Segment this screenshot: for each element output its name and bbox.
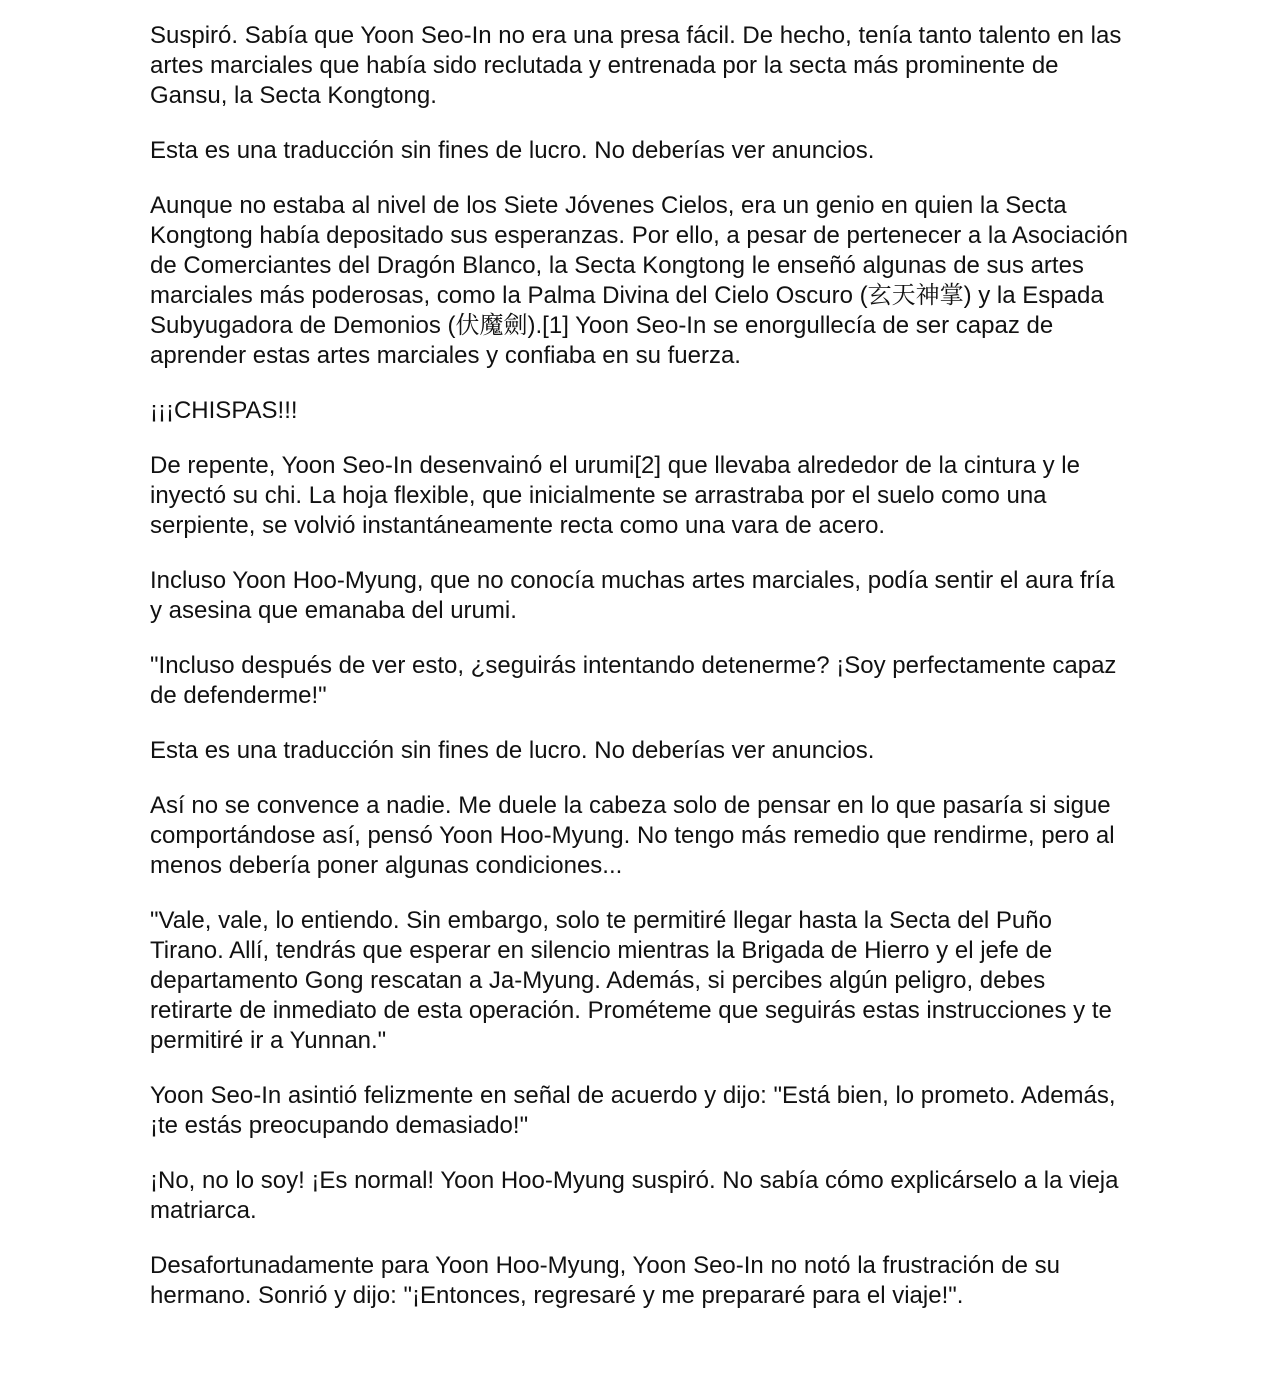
paragraph: ¡¡¡CHISPAS!!! bbox=[150, 397, 298, 424]
paragraph: Esta es una traducción sin fines de lucro. No deberías ver anuncios. bbox=[150, 137, 875, 164]
paragraph: ¡No, no lo soy! ¡Es normal! Yoon Hoo-Myung suspiró. No sabía cómo explicárselo a la vieja matriarca. bbox=[150, 1167, 1119, 1224]
paragraph: Esta es una traducción sin fines de lucro. No deberías ver anuncios. bbox=[150, 737, 875, 764]
paragraph: Incluso Yoon Hoo-Myung, que no conocía muchas artes marciales, podía sentir el aura fría y asesina que emanaba del urumi. bbox=[150, 567, 1115, 624]
paragraph: Aunque no estaba al nivel de los Siete Jóvenes Cielos, era un genio en quien la Secta Kongtong había depositado sus esperanzas. Por ello, a pesar de pertenecer a la Asociación de Comerciantes del Dragón Blanco, la Secta Kongtong le enseñó algunas de sus artes marciales más poderosas, como la Palma Divina del Cielo Oscuro (玄天神掌) y la Espada Subyugadora de Demonios (伏魔劍).[1] Yoon Seo-In se enorgullecía de ser capaz de aprender estas artes marciales y confiaba en su fuerza. bbox=[150, 192, 1128, 369]
paragraph: "Vale, vale, lo entiendo. Sin embargo, solo te permitiré llegar hasta la Secta del Puño Tirano. Allí, tendrás que esperar en silencio mientras la Brigada de Hierro y el jefe de departamento Gong rescatan a Ja-Myung. Además, si percibes algún peligro, debes retirarte de inmediato de esta operación. Prométeme que seguirás estas instrucciones y te permitiré ir a Yunnan." bbox=[150, 907, 1112, 1054]
paragraph: Desafortunadamente para Yoon Hoo-Myung, Yoon Seo-In no notó la frustración de su hermano. Sonrió y dijo: "¡Entonces, regresaré y me prepararé para el viaje!". bbox=[150, 1252, 1060, 1309]
document-body bbox=[150, 21, 1130, 1336]
paragraph: "Incluso después de ver esto, ¿seguirás intentando detenerme? ¡Soy perfectamente capaz de defenderme!" bbox=[150, 652, 1117, 709]
paragraph: Yoon Seo-In asintió felizmente en señal de acuerdo y dijo: "Está bien, lo prometo. Además, ¡te estás preocupando demasiado!" bbox=[150, 1082, 1116, 1139]
paragraph: De repente, Yoon Seo-In desenvainó el urumi[2] que llevaba alrededor de la cintura y le inyectó su chi. La hoja flexible, que inicialmente se arrastraba por el suelo como una serpiente, se volvió instantáneamente recta como una vara de acero. bbox=[150, 452, 1080, 539]
paragraph: Suspiró. Sabía que Yoon Seo-In no era una presa fácil. De hecho, tenía tanto talento en las artes marciales que había sido reclutada y entrenada por la secta más prominente de Gansu, la Secta Kongtong. bbox=[150, 22, 1122, 109]
paragraph: Así no se convence a nadie. Me duele la cabeza solo de pensar en lo que pasaría si sigue comportándose así, pensó Yoon Hoo-Myung. No tengo más remedio que rendirme, pero al menos debería poner algunas condiciones... bbox=[150, 792, 1115, 879]
